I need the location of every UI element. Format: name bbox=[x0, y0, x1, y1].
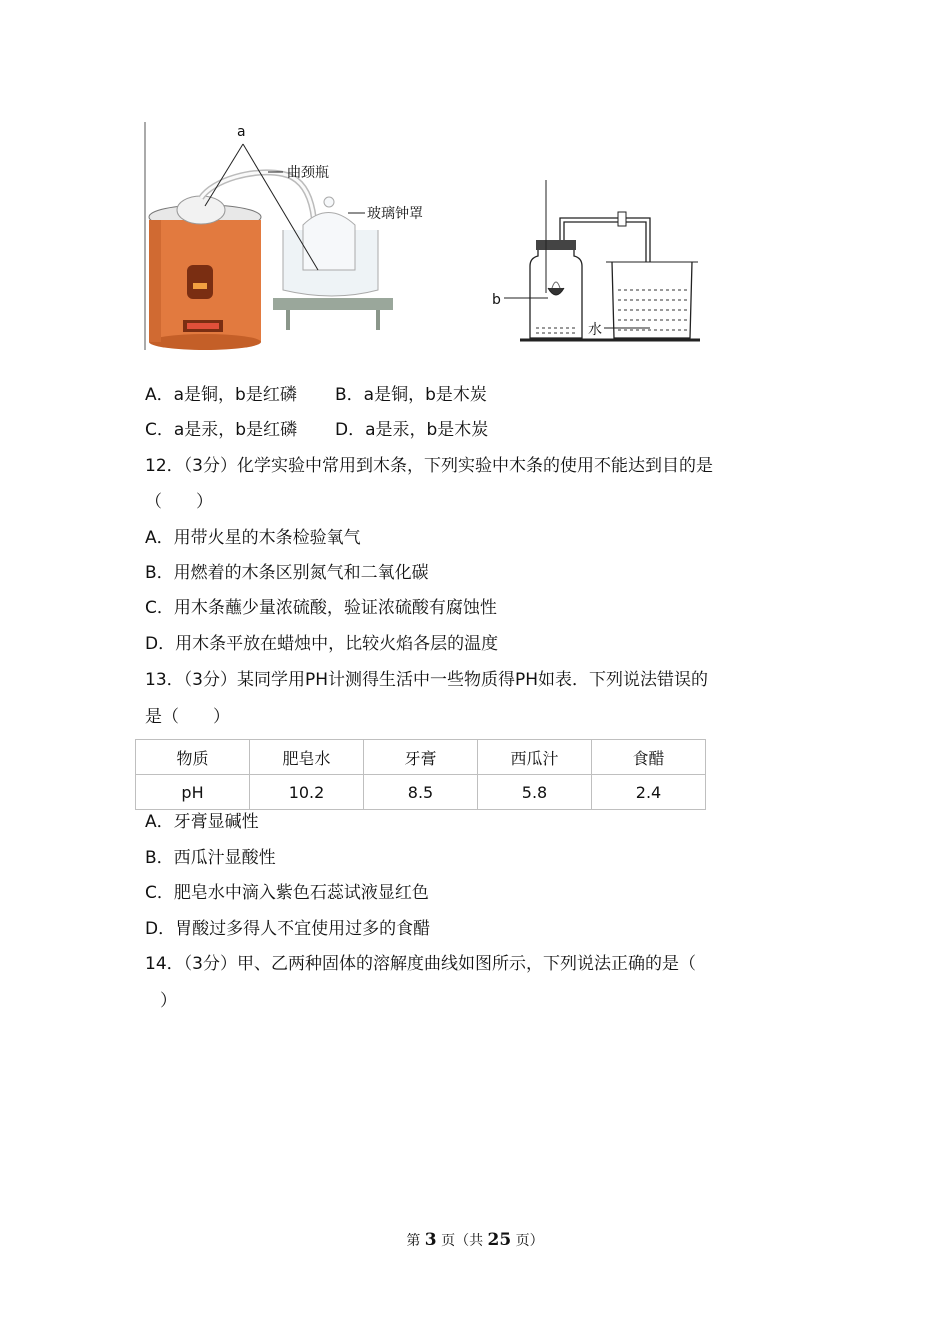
footer-total-pages: 25 bbox=[487, 1230, 512, 1250]
q12-option-d: D．用木条平放在蜡烛中，比较火焰各层的温度 bbox=[145, 634, 499, 654]
footer-page-number: 3 bbox=[424, 1230, 437, 1250]
q12-option-a: A．用带火星的木条检验氧气 bbox=[145, 528, 361, 548]
ph-table-cell: 2.4 bbox=[592, 775, 706, 810]
q13-stem-cont: 是（ ） bbox=[145, 707, 230, 727]
q12-option-c: C．用木条蘸少量浓硫酸，验证浓硫酸有腐蚀性 bbox=[145, 598, 497, 618]
q13-option-d: D．胃酸过多得人不宜使用过多的食醋 bbox=[145, 919, 431, 939]
label-bell-jar: 玻璃钟罩 bbox=[367, 206, 423, 222]
lavoisier-apparatus-figure bbox=[143, 120, 463, 352]
ph-table bbox=[135, 739, 706, 810]
q14-stem-cont: ） bbox=[160, 991, 177, 1011]
ph-table-cell: pH bbox=[136, 775, 250, 810]
label-a: a bbox=[237, 124, 246, 140]
q11-option-d: D．a是汞，b是木炭 bbox=[335, 420, 489, 440]
ph-table-cell: 10.2 bbox=[250, 775, 364, 810]
footer-middle: 页（共 bbox=[441, 1233, 484, 1249]
q12-stem-cont: （ ） bbox=[145, 492, 213, 512]
q13-option-c: C．肥皂水中滴入紫色石蕊试液显红色 bbox=[145, 883, 429, 903]
oxygen-content-apparatus-figure bbox=[490, 178, 710, 348]
label-b: b bbox=[492, 292, 501, 308]
ph-table-header-cell: 牙膏 bbox=[364, 740, 478, 775]
ph-table-header-row bbox=[136, 740, 706, 775]
q11-options-row-1 bbox=[145, 384, 487, 406]
q13-option-b: B．西瓜汁显酸性 bbox=[145, 848, 276, 868]
q11-option-c: C．a是汞，b是红磷 bbox=[145, 420, 298, 440]
q13-stem: 13．（3分）某同学用PH计测得生活中一些物质得PH如表．下列说法错误的 bbox=[145, 670, 709, 690]
q14-stem: 14．（3分）甲、乙两种固体的溶解度曲线如图所示，下列说法正确的是（ bbox=[145, 954, 696, 974]
ph-table-header-cell: 食醋 bbox=[592, 740, 706, 775]
q11-option-a: A．a是铜，b是红磷 bbox=[145, 385, 297, 405]
footer-prefix: 第 bbox=[406, 1233, 421, 1249]
ph-table-cell: 5.8 bbox=[478, 775, 592, 810]
label-flask: 曲颈瓶 bbox=[287, 165, 329, 181]
page-footer bbox=[0, 1230, 950, 1250]
q13-option-a: A．牙膏显碱性 bbox=[145, 812, 259, 832]
footer-suffix: 页） bbox=[515, 1233, 544, 1249]
ph-table-header-cell: 西瓜汁 bbox=[478, 740, 592, 775]
ph-table-header-cell: 物质 bbox=[136, 740, 250, 775]
label-water: 水 bbox=[588, 322, 602, 338]
q12-option-b: B．用燃着的木条区别氮气和二氧化碳 bbox=[145, 563, 429, 583]
ph-table-value-row bbox=[136, 775, 706, 810]
q12-stem: 12．（3分）化学实验中常用到木条，下列实验中木条的使用不能达到目的是 bbox=[145, 456, 713, 476]
ph-table-header-cell: 肥皂水 bbox=[250, 740, 364, 775]
q11-option-b: B．a是铜，b是木炭 bbox=[335, 385, 487, 405]
q11-options-row-2 bbox=[145, 419, 488, 441]
ph-table-cell: 8.5 bbox=[364, 775, 478, 810]
